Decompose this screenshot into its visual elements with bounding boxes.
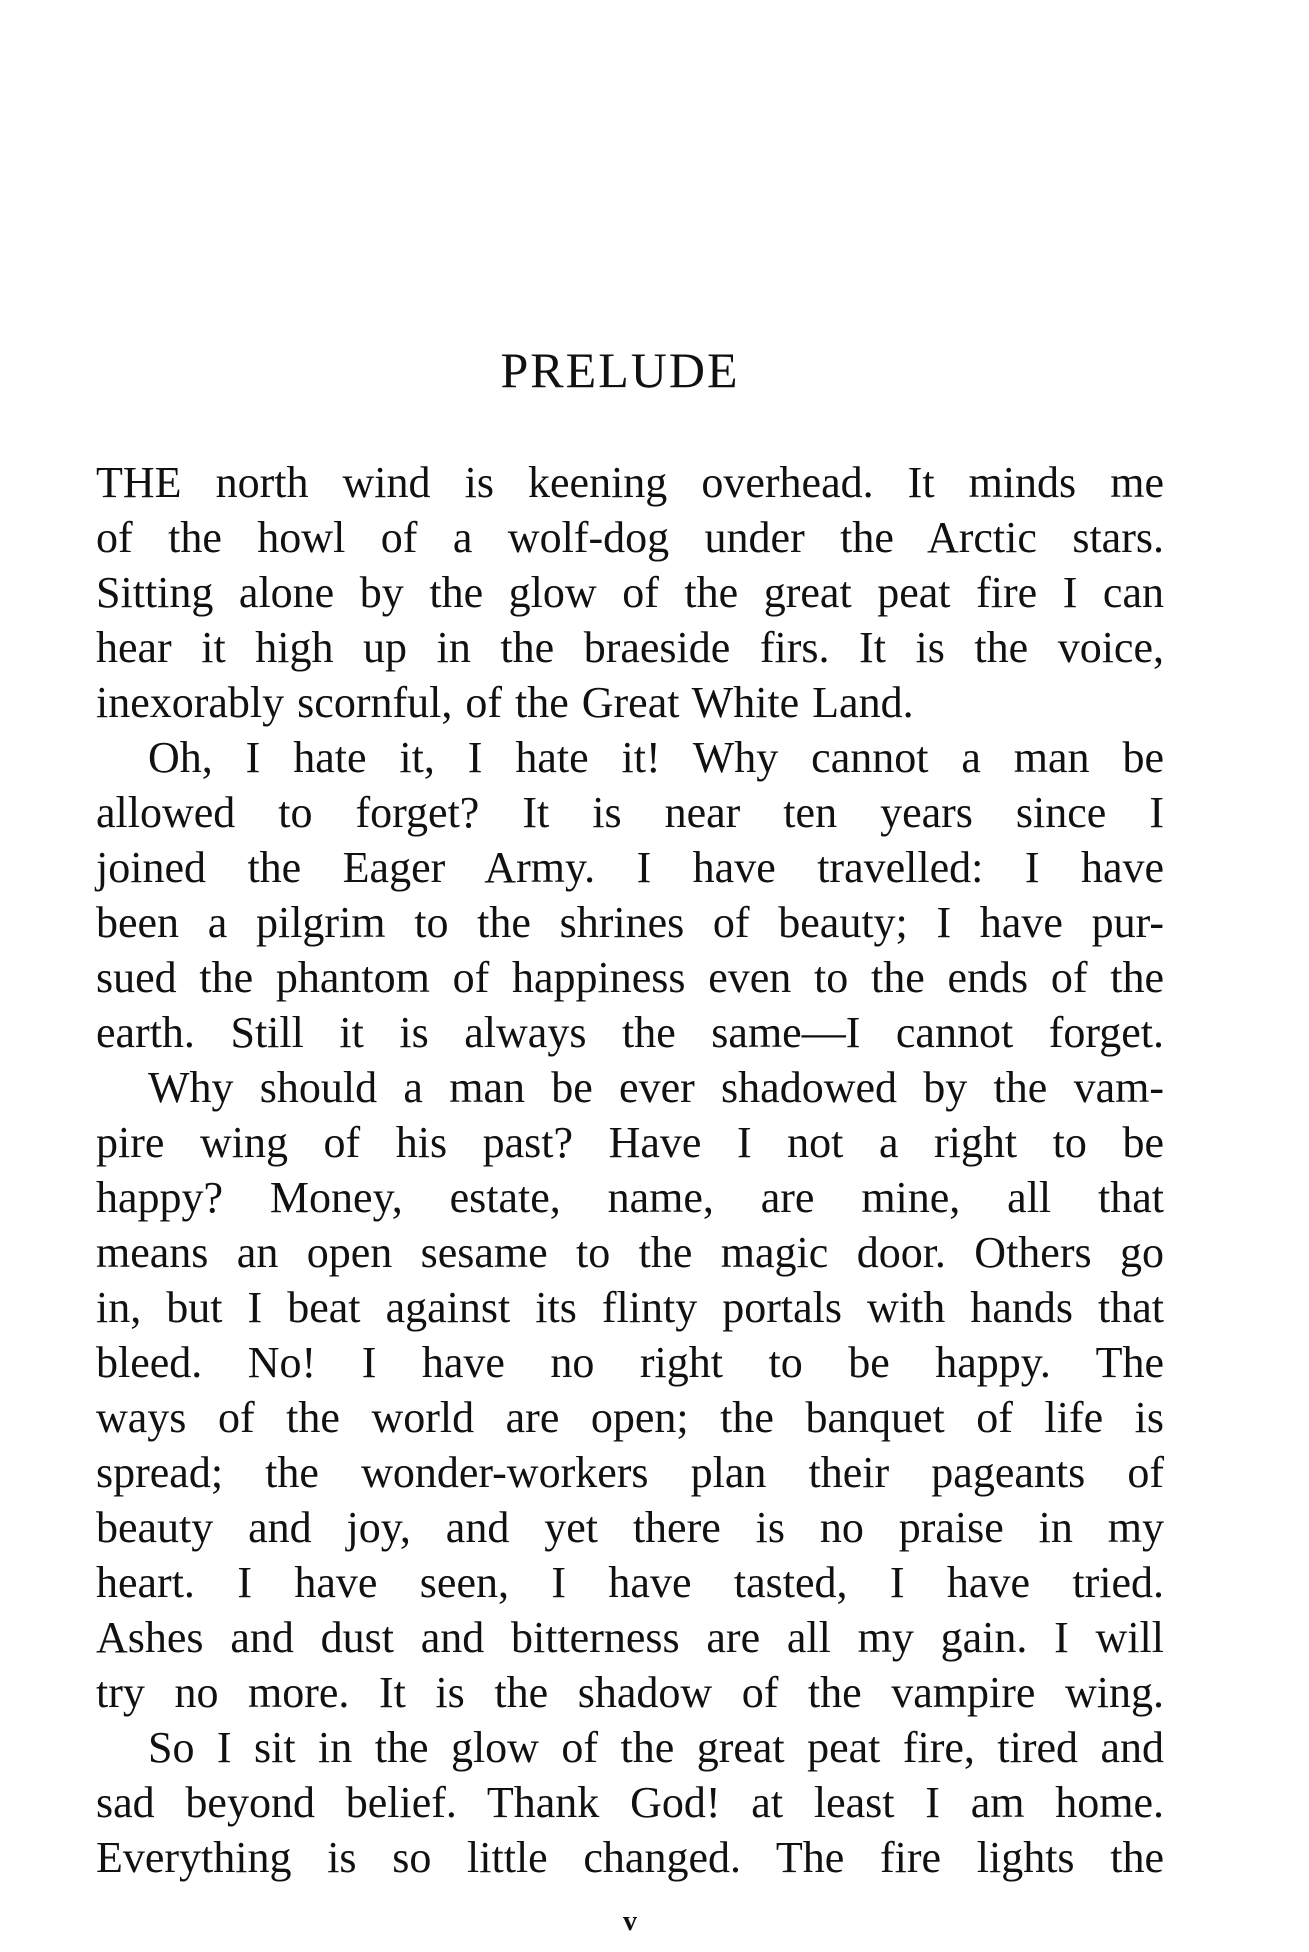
text-line: Everything is so little changed. The fire lights the (96, 1833, 1164, 1882)
text-line: Why should a man be ever shadowed by the vam- (148, 1063, 1164, 1112)
text-line: sued the phantom of happiness even to the ends of the (96, 953, 1164, 1002)
text-line: been a pilgrim to the shrines of beauty; I have pur- (96, 898, 1164, 947)
text-line: pire wing of his past? Have I not a right to be (96, 1118, 1164, 1167)
text-line: hear it high up in the braeside firs. It is the voice, (96, 623, 1164, 672)
text-line: earth. Still it is always the same—I cannot forget. (96, 1008, 1164, 1057)
chapter-heading: PRELUDE (500, 342, 740, 398)
text-line: THE north wind is keening overhead. It minds me (96, 458, 1164, 507)
text-line: in, but I beat against its flinty portals with hands that (96, 1283, 1164, 1332)
text-line: allowed to forget? It is near ten years since I (96, 788, 1164, 837)
text-line: bleed. No! I have no right to be happy. The (96, 1338, 1164, 1387)
text-line: heart. I have seen, I have tasted, I have tried. (96, 1558, 1164, 1607)
text-line: So I sit in the glow of the great peat fire, tired and (148, 1723, 1164, 1772)
text-line: sad beyond belief. Thank God! at least I am home. (96, 1778, 1164, 1827)
text-line: ways of the world are open; the banquet of life is (96, 1393, 1164, 1442)
text-line: means an open sesame to the magic door. Others go (96, 1228, 1164, 1277)
page-number: v (623, 1906, 637, 1937)
text-line: joined the Eager Army. I have travelled: I have (96, 843, 1164, 892)
text-line: of the howl of a wolf-dog under the Arctic stars. (96, 513, 1164, 562)
text-line: spread; the wonder-workers plan their pageants of (96, 1448, 1164, 1497)
text-line: beauty and joy, and yet there is no praise in my (96, 1503, 1164, 1552)
text-line: inexorably scornful, of the Great White Land. (96, 678, 914, 727)
text-line: Oh, I hate it, I hate it! Why cannot a man be (148, 733, 1164, 782)
text-line: Sitting alone by the glow of the great peat fire I can (96, 568, 1164, 617)
text-line: Ashes and dust and bitterness are all my gain. I will (96, 1613, 1164, 1662)
text-line: happy? Money, estate, name, are mine, all that (96, 1173, 1164, 1222)
text-line: try no more. It is the shadow of the vampire wing. (96, 1668, 1164, 1717)
body-text (96, 455, 1164, 1885)
